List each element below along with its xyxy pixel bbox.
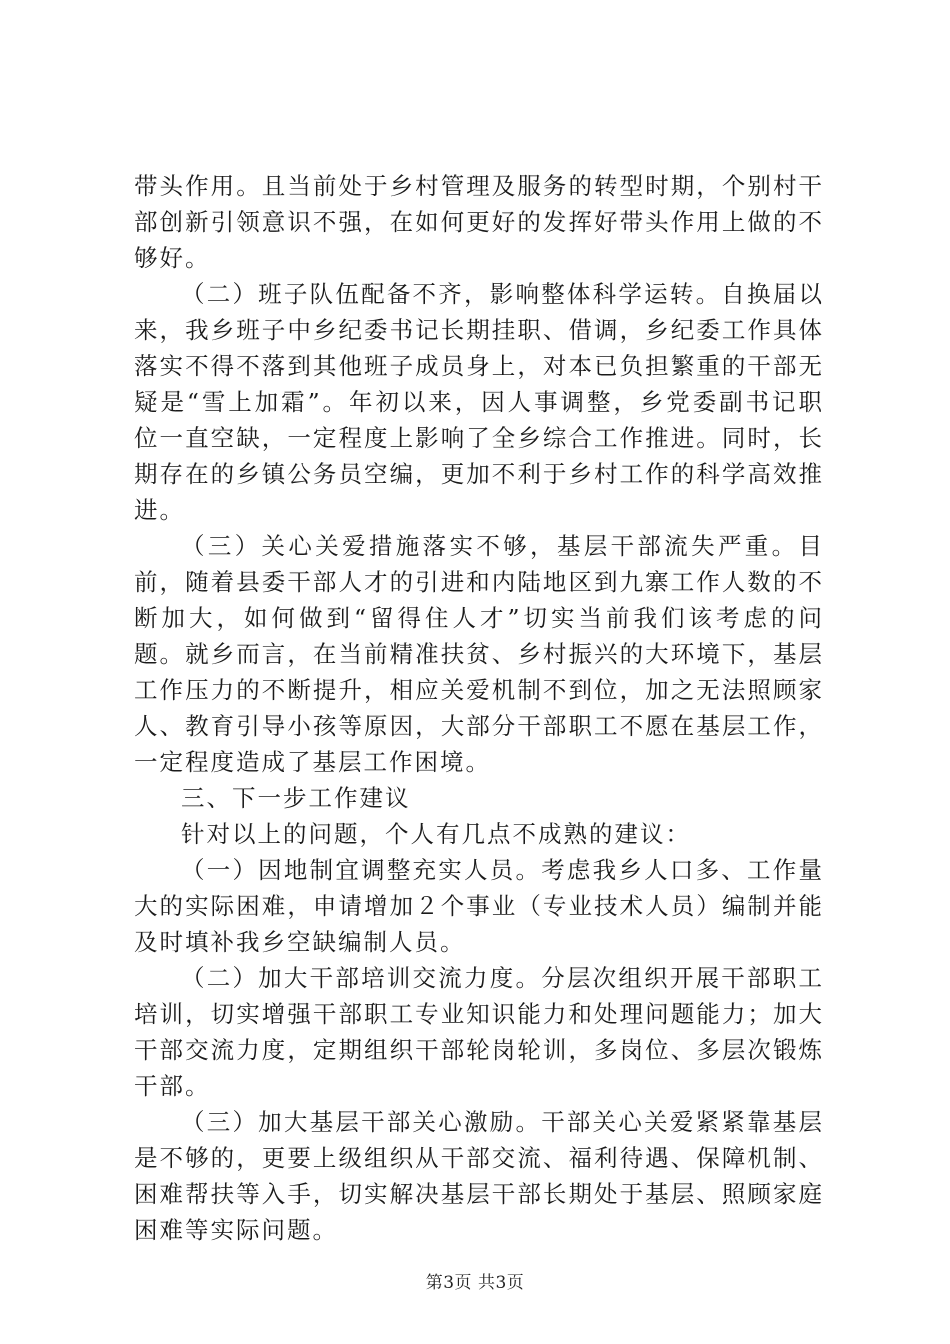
paragraph-suggestions-intro: 针对以上的问题，个人有几点不成熟的建议：: [181, 820, 691, 848]
paragraph-suggestion-2: （二）加大干部培训交流力度。分层次组织开展干部职工培训，切实增强干部职工专业知识能力和处理问题能力；加大干部交流力度，定期组织干部轮岗轮训，多岗位、多层次锻炼干部。: [134, 964, 824, 1100]
paragraph-continuation: 带头作用。且当前处于乡村管理及服务的转型时期，个别村干部创新引领意识不强，在如何更好的发挥好带头作用上做的不够好。: [134, 172, 824, 272]
paragraph-suggestion-3: （三）加大基层干部关心激励。干部关心关爱紧紧靠基层是不够的，更要上级组织从干部交流、福利待遇、保障机制、困难帮扶等入手，切实解决基层干部长期处于基层、照顾家庭困难等实际问题。: [134, 1108, 824, 1244]
section-heading-next-steps: 三、下一步工作建议: [181, 784, 411, 812]
page-footer: [0, 1268, 950, 1293]
page-number-indicator: 第3页 共3页: [425, 1273, 525, 1293]
document-body: [134, 168, 824, 1248]
paragraph-suggestion-1: （一）因地制宜调整充实人员。考虑我乡人口多、工作量大的实际困难，申请增加２个事业（专业技术人员）编制并能及时填补我乡空缺编制人员。: [134, 856, 824, 956]
paragraph-team-staffing: （二）班子队伍配备不齐，影响整体科学运转。自换届以来，我乡班子中乡纪委书记长期挂职、借调，乡纪委工作具体落实不得不落到其他班子成员身上，对本已负担繁重的干部无疑是“雪上加霜”。年初以来，因人事调整，乡党委副书记职位一直空缺，一定程度上影响了全乡综合工作推进。同时，长期存在的乡镇公务员空编，更加不利于乡村工作的科学高效推进。: [134, 280, 824, 524]
paragraph-care-measures: （三）关心关爱措施落实不够，基层干部流失严重。目前，随着县委干部人才的引进和内陆地区到九寨工作人数的不断加大，如何做到“留得住人才”切实当前我们该考虑的问题。就乡而言，在当前精准扶贫、乡村振兴的大环境下，基层工作压力的不断提升，相应关爱机制不到位，加之无法照顾家人、教育引导小孩等原因，大部分干部职工不愿在基层工作，一定程度造成了基层工作困境。: [134, 532, 824, 776]
